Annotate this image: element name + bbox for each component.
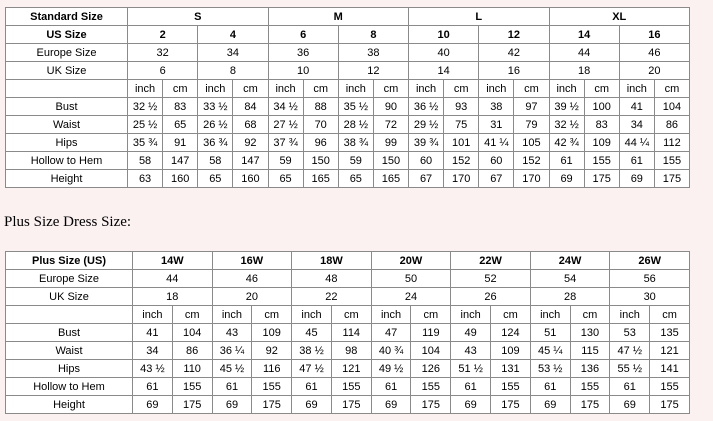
measurement-row <box>6 360 690 378</box>
measurement-inch-cell: 49 <box>451 324 491 342</box>
measurement-inch-cell: 42 ¾ <box>549 134 584 152</box>
measurement-inch-cell: 35 ¾ <box>128 134 163 152</box>
measurement-cm-cell: 65 <box>163 116 198 134</box>
measurement-cm-cell: 124 <box>491 324 531 342</box>
plus-europe-size-label: Europe Size <box>6 270 133 288</box>
plus-size-header: 26W <box>610 252 690 270</box>
uk-size-cell: 18 <box>549 62 619 80</box>
measurement-inch-cell: 65 <box>338 170 373 188</box>
measurement-inch-cell: 61 <box>530 378 570 396</box>
measurement-cm-cell: 83 <box>163 98 198 116</box>
measurement-inch-cell: 32 ½ <box>549 116 584 134</box>
measurement-cm-cell: 152 <box>514 152 549 170</box>
measurement-cm-cell: 115 <box>570 342 610 360</box>
measurement-cm-cell: 96 <box>303 134 338 152</box>
measurement-cm-cell: 150 <box>373 152 408 170</box>
measurement-cm-cell: 170 <box>514 170 549 188</box>
measurement-inch-cell: 45 <box>292 324 332 342</box>
plus-uk-size-cell: 30 <box>610 288 690 306</box>
measurement-cm-cell: 135 <box>650 324 690 342</box>
measurement-cm-cell: 92 <box>233 134 268 152</box>
plus-uk-size-row <box>6 288 690 306</box>
measurement-label: Hips <box>6 134 128 152</box>
measurement-inch-cell: 51 ½ <box>451 360 491 378</box>
unit-cm: cm <box>172 306 212 324</box>
plus-size-header: 20W <box>371 252 451 270</box>
measurement-inch-cell: 45 ¼ <box>530 342 570 360</box>
measurement-inch-cell: 63 <box>128 170 163 188</box>
measurement-inch-cell: 43 ½ <box>133 360 173 378</box>
unit-inch: inch <box>451 306 491 324</box>
measurement-cm-cell: 175 <box>172 396 212 414</box>
us-size-row <box>6 26 690 44</box>
measurement-label: Height <box>6 396 133 414</box>
unit-inch: inch <box>268 80 303 98</box>
measurement-cm-cell: 90 <box>373 98 408 116</box>
measurement-inch-cell: 69 <box>133 396 173 414</box>
measurement-cm-cell: 175 <box>331 396 371 414</box>
measurement-cm-cell: 147 <box>163 152 198 170</box>
us-size-label: US Size <box>6 26 128 44</box>
plus-uk-size-cell: 24 <box>371 288 451 306</box>
measurement-inch-cell: 41 ¼ <box>479 134 514 152</box>
plus-uk-size-cell: 18 <box>133 288 213 306</box>
unit-inch: inch <box>133 306 173 324</box>
europe-size-cell: 34 <box>198 44 268 62</box>
measurement-row <box>6 134 690 152</box>
measurement-inch-cell: 36 ¾ <box>198 134 233 152</box>
europe-size-cell: 40 <box>409 44 479 62</box>
measurement-cm-cell: 155 <box>570 378 610 396</box>
measurement-cm-cell: 175 <box>411 396 451 414</box>
measurement-inch-cell: 61 <box>212 378 252 396</box>
measurement-inch-cell: 38 ½ <box>292 342 332 360</box>
plus-uk-size-label: UK Size <box>6 288 133 306</box>
uk-size-cell: 16 <box>479 62 549 80</box>
measurement-cm-cell: 79 <box>514 116 549 134</box>
measurement-inch-cell: 60 <box>479 152 514 170</box>
measurement-cm-cell: 112 <box>654 134 689 152</box>
plus-uk-size-cell: 20 <box>212 288 292 306</box>
measurement-inch-cell: 25 ½ <box>128 116 163 134</box>
measurement-cm-cell: 88 <box>303 98 338 116</box>
plus-uk-size-cell: 26 <box>451 288 531 306</box>
measurement-inch-cell: 61 <box>371 378 411 396</box>
size-header: S <box>128 8 269 26</box>
measurement-inch-cell: 49 ½ <box>371 360 411 378</box>
standard-size-table <box>5 7 690 188</box>
measurement-cm-cell: 155 <box>650 378 690 396</box>
us-size-cell: 8 <box>338 26 408 44</box>
measurement-inch-cell: 28 ½ <box>338 116 373 134</box>
plus-size-header: 14W <box>133 252 213 270</box>
europe-size-cell: 42 <box>479 44 549 62</box>
measurement-cm-cell: 109 <box>491 342 531 360</box>
measurement-inch-cell: 43 <box>212 324 252 342</box>
measurement-inch-cell: 69 <box>610 396 650 414</box>
measurement-cm-cell: 72 <box>373 116 408 134</box>
unit-cm: cm <box>252 306 292 324</box>
unit-inch: inch <box>549 80 584 98</box>
plus-europe-size-cell: 56 <box>610 270 690 288</box>
measurement-cm-cell: 98 <box>331 342 371 360</box>
measurement-inch-cell: 47 <box>371 324 411 342</box>
plus-size-header: 24W <box>530 252 610 270</box>
measurement-inch-cell: 60 <box>409 152 444 170</box>
measurement-cm-cell: 104 <box>172 324 212 342</box>
measurement-inch-cell: 34 <box>619 116 654 134</box>
measurement-inch-cell: 65 <box>198 170 233 188</box>
measurement-cm-cell: 97 <box>514 98 549 116</box>
measurement-cm-cell: 160 <box>163 170 198 188</box>
measurement-inch-cell: 41 <box>133 324 173 342</box>
measurement-inch-cell: 69 <box>451 396 491 414</box>
plus-size-header: 22W <box>451 252 531 270</box>
measurement-inch-cell: 27 ½ <box>268 116 303 134</box>
plus-size-title: Plus Size Dress Size: <box>4 214 132 230</box>
measurement-cm-cell: 175 <box>584 170 619 188</box>
measurement-inch-cell: 37 ¾ <box>268 134 303 152</box>
measurement-inch-cell: 47 ½ <box>610 342 650 360</box>
plus-uk-size-cell: 22 <box>292 288 372 306</box>
unit-inch: inch <box>128 80 163 98</box>
us-size-cell: 6 <box>268 26 338 44</box>
standard-measurements <box>6 98 690 188</box>
measurement-row <box>6 116 690 134</box>
measurement-row <box>6 396 690 414</box>
measurement-cm-cell: 86 <box>172 342 212 360</box>
measurement-inch-cell: 58 <box>128 152 163 170</box>
measurement-cm-cell: 160 <box>233 170 268 188</box>
measurement-label: Height <box>6 170 128 188</box>
measurement-cm-cell: 104 <box>411 342 451 360</box>
unit-cm: cm <box>654 80 689 98</box>
plus-europe-size-row <box>6 270 690 288</box>
measurement-inch-cell: 69 <box>549 170 584 188</box>
uk-size-label: UK Size <box>6 62 128 80</box>
europe-size-label: Europe Size <box>6 44 128 62</box>
us-size-cell: 2 <box>128 26 198 44</box>
measurement-label: Waist <box>6 342 133 360</box>
europe-size-cell: 44 <box>549 44 619 62</box>
measurement-inch-cell: 53 ½ <box>530 360 570 378</box>
unit-inch: inch <box>371 306 411 324</box>
unit-cm: cm <box>331 306 371 324</box>
measurement-cm-cell: 121 <box>331 360 371 378</box>
standard-size-header-row <box>6 8 690 26</box>
measurement-cm-cell: 165 <box>373 170 408 188</box>
measurement-inch-cell: 29 ½ <box>409 116 444 134</box>
uk-size-row <box>6 62 690 80</box>
measurement-inch-cell: 36 ½ <box>409 98 444 116</box>
measurement-inch-cell: 67 <box>479 170 514 188</box>
measurement-inch-cell: 33 ½ <box>198 98 233 116</box>
plus-uk-size-cell: 28 <box>530 288 610 306</box>
unit-inch: inch <box>198 80 233 98</box>
measurement-cm-cell: 155 <box>331 378 371 396</box>
measurement-label: Bust <box>6 324 133 342</box>
measurement-cm-cell: 175 <box>570 396 610 414</box>
unit-cm: cm <box>411 306 451 324</box>
measurement-inch-cell: 59 <box>268 152 303 170</box>
measurement-cm-cell: 175 <box>252 396 292 414</box>
measurement-cm-cell: 130 <box>570 324 610 342</box>
unit-cm: cm <box>373 80 408 98</box>
measurement-cm-cell: 104 <box>654 98 689 116</box>
unit-row-label <box>6 80 128 98</box>
measurement-inch-cell: 61 <box>292 378 332 396</box>
measurement-cm-cell: 119 <box>411 324 451 342</box>
standard-size-header-label: Standard Size <box>6 8 128 26</box>
europe-size-cell: 38 <box>338 44 408 62</box>
measurement-inch-cell: 61 <box>133 378 173 396</box>
unit-inch: inch <box>610 306 650 324</box>
measurement-cm-cell: 99 <box>373 134 408 152</box>
measurement-inch-cell: 41 <box>619 98 654 116</box>
measurement-inch-cell: 26 ½ <box>198 116 233 134</box>
measurement-row <box>6 152 690 170</box>
measurement-inch-cell: 44 ¼ <box>619 134 654 152</box>
measurement-row <box>6 324 690 342</box>
measurement-cm-cell: 155 <box>252 378 292 396</box>
measurement-cm-cell: 175 <box>654 170 689 188</box>
measurement-cm-cell: 86 <box>654 116 689 134</box>
measurement-label: Hollow to Hem <box>6 378 133 396</box>
measurement-row <box>6 342 690 360</box>
measurement-label: Bust <box>6 98 128 116</box>
plus-europe-size-cell: 52 <box>451 270 531 288</box>
measurement-cm-cell: 83 <box>584 116 619 134</box>
measurement-inch-cell: 69 <box>619 170 654 188</box>
measurement-row <box>6 378 690 396</box>
measurement-cm-cell: 147 <box>233 152 268 170</box>
unit-cm: cm <box>491 306 531 324</box>
us-size-cell: 14 <box>549 26 619 44</box>
unit-cm: cm <box>570 306 610 324</box>
uk-size-cell: 12 <box>338 62 408 80</box>
plus-size-header: 18W <box>292 252 372 270</box>
measurement-cm-cell: 165 <box>303 170 338 188</box>
measurement-inch-cell: 59 <box>338 152 373 170</box>
measurement-cm-cell: 116 <box>252 360 292 378</box>
size-header: M <box>268 8 409 26</box>
measurement-cm-cell: 92 <box>252 342 292 360</box>
measurement-cm-cell: 175 <box>650 396 690 414</box>
measurement-cm-cell: 84 <box>233 98 268 116</box>
uk-size-cell: 14 <box>409 62 479 80</box>
measurement-inch-cell: 53 <box>610 324 650 342</box>
measurement-inch-cell: 61 <box>610 378 650 396</box>
plus-europe-size-cell: 46 <box>212 270 292 288</box>
uk-size-cell: 20 <box>619 62 689 80</box>
measurement-cm-cell: 114 <box>331 324 371 342</box>
measurement-inch-cell: 31 <box>479 116 514 134</box>
size-header: L <box>409 8 550 26</box>
measurement-inch-cell: 69 <box>292 396 332 414</box>
measurement-inch-cell: 36 ¼ <box>212 342 252 360</box>
measurement-cm-cell: 141 <box>650 360 690 378</box>
measurement-cm-cell: 109 <box>252 324 292 342</box>
measurement-label: Hips <box>6 360 133 378</box>
measurement-cm-cell: 109 <box>584 134 619 152</box>
measurement-cm-cell: 136 <box>570 360 610 378</box>
uk-size-cell: 10 <box>268 62 338 80</box>
plus-size-header-row <box>6 252 690 270</box>
unit-inch: inch <box>338 80 373 98</box>
measurement-cm-cell: 170 <box>444 170 479 188</box>
measurement-cm-cell: 155 <box>654 152 689 170</box>
measurement-cm-cell: 70 <box>303 116 338 134</box>
measurement-label: Waist <box>6 116 128 134</box>
measurement-inch-cell: 35 ½ <box>338 98 373 116</box>
measurement-cm-cell: 175 <box>491 396 531 414</box>
measurement-inch-cell: 45 ½ <box>212 360 252 378</box>
measurement-cm-cell: 100 <box>584 98 619 116</box>
measurement-row <box>6 98 690 116</box>
measurement-inch-cell: 61 <box>619 152 654 170</box>
unit-cm: cm <box>163 80 198 98</box>
plus-europe-size-cell: 48 <box>292 270 372 288</box>
measurement-inch-cell: 43 <box>451 342 491 360</box>
measurement-inch-cell: 69 <box>530 396 570 414</box>
measurement-label: Hollow to Hem <box>6 152 128 170</box>
unit-cm: cm <box>303 80 338 98</box>
measurement-row <box>6 170 690 188</box>
unit-inch: inch <box>409 80 444 98</box>
us-size-cell: 16 <box>619 26 689 44</box>
measurement-inch-cell: 34 ½ <box>268 98 303 116</box>
europe-size-cell: 46 <box>619 44 689 62</box>
measurement-inch-cell: 69 <box>212 396 252 414</box>
measurement-inch-cell: 51 <box>530 324 570 342</box>
size-header: XL <box>549 8 690 26</box>
measurement-inch-cell: 55 ½ <box>610 360 650 378</box>
measurement-cm-cell: 105 <box>514 134 549 152</box>
measurement-inch-cell: 61 <box>451 378 491 396</box>
unit-cm: cm <box>584 80 619 98</box>
plus-unit-row-label <box>6 306 133 324</box>
plus-europe-size-cell: 54 <box>530 270 610 288</box>
europe-size-cell: 36 <box>268 44 338 62</box>
measurement-inch-cell: 32 ½ <box>128 98 163 116</box>
measurement-inch-cell: 47 ½ <box>292 360 332 378</box>
unit-inch: inch <box>479 80 514 98</box>
plus-measurements <box>6 324 690 414</box>
uk-size-cell: 8 <box>198 62 268 80</box>
unit-cm: cm <box>444 80 479 98</box>
measurement-cm-cell: 131 <box>491 360 531 378</box>
unit-inch: inch <box>212 306 252 324</box>
europe-size-row <box>6 44 690 62</box>
measurement-inch-cell: 39 ¾ <box>409 134 444 152</box>
plus-size-header-label: Plus Size (US) <box>6 252 133 270</box>
plus-europe-size-cell: 44 <box>133 270 213 288</box>
measurement-cm-cell: 121 <box>650 342 690 360</box>
us-size-cell: 12 <box>479 26 549 44</box>
measurement-cm-cell: 126 <box>411 360 451 378</box>
unit-row <box>6 80 690 98</box>
measurement-inch-cell: 69 <box>371 396 411 414</box>
measurement-cm-cell: 155 <box>172 378 212 396</box>
uk-size-cell: 6 <box>128 62 198 80</box>
unit-cm: cm <box>650 306 690 324</box>
measurement-cm-cell: 155 <box>584 152 619 170</box>
plus-size-header: 16W <box>212 252 292 270</box>
unit-inch: inch <box>530 306 570 324</box>
us-size-cell: 10 <box>409 26 479 44</box>
measurement-cm-cell: 155 <box>491 378 531 396</box>
measurement-inch-cell: 38 <box>479 98 514 116</box>
measurement-cm-cell: 101 <box>444 134 479 152</box>
measurement-inch-cell: 34 <box>133 342 173 360</box>
measurement-inch-cell: 67 <box>409 170 444 188</box>
measurement-cm-cell: 155 <box>411 378 451 396</box>
unit-inch: inch <box>292 306 332 324</box>
europe-size-cell: 32 <box>128 44 198 62</box>
measurement-cm-cell: 68 <box>233 116 268 134</box>
measurement-inch-cell: 38 ¾ <box>338 134 373 152</box>
measurement-cm-cell: 152 <box>444 152 479 170</box>
measurement-inch-cell: 40 ¾ <box>371 342 411 360</box>
measurement-inch-cell: 39 ½ <box>549 98 584 116</box>
measurement-inch-cell: 61 <box>549 152 584 170</box>
unit-cm: cm <box>233 80 268 98</box>
measurement-cm-cell: 110 <box>172 360 212 378</box>
plus-size-table <box>5 251 690 414</box>
measurement-cm-cell: 75 <box>444 116 479 134</box>
plus-europe-size-cell: 50 <box>371 270 451 288</box>
measurement-inch-cell: 65 <box>268 170 303 188</box>
measurement-cm-cell: 93 <box>444 98 479 116</box>
unit-cm: cm <box>514 80 549 98</box>
unit-inch: inch <box>619 80 654 98</box>
measurement-cm-cell: 150 <box>303 152 338 170</box>
measurement-inch-cell: 58 <box>198 152 233 170</box>
us-size-cell: 4 <box>198 26 268 44</box>
plus-unit-row <box>6 306 690 324</box>
measurement-cm-cell: 91 <box>163 134 198 152</box>
